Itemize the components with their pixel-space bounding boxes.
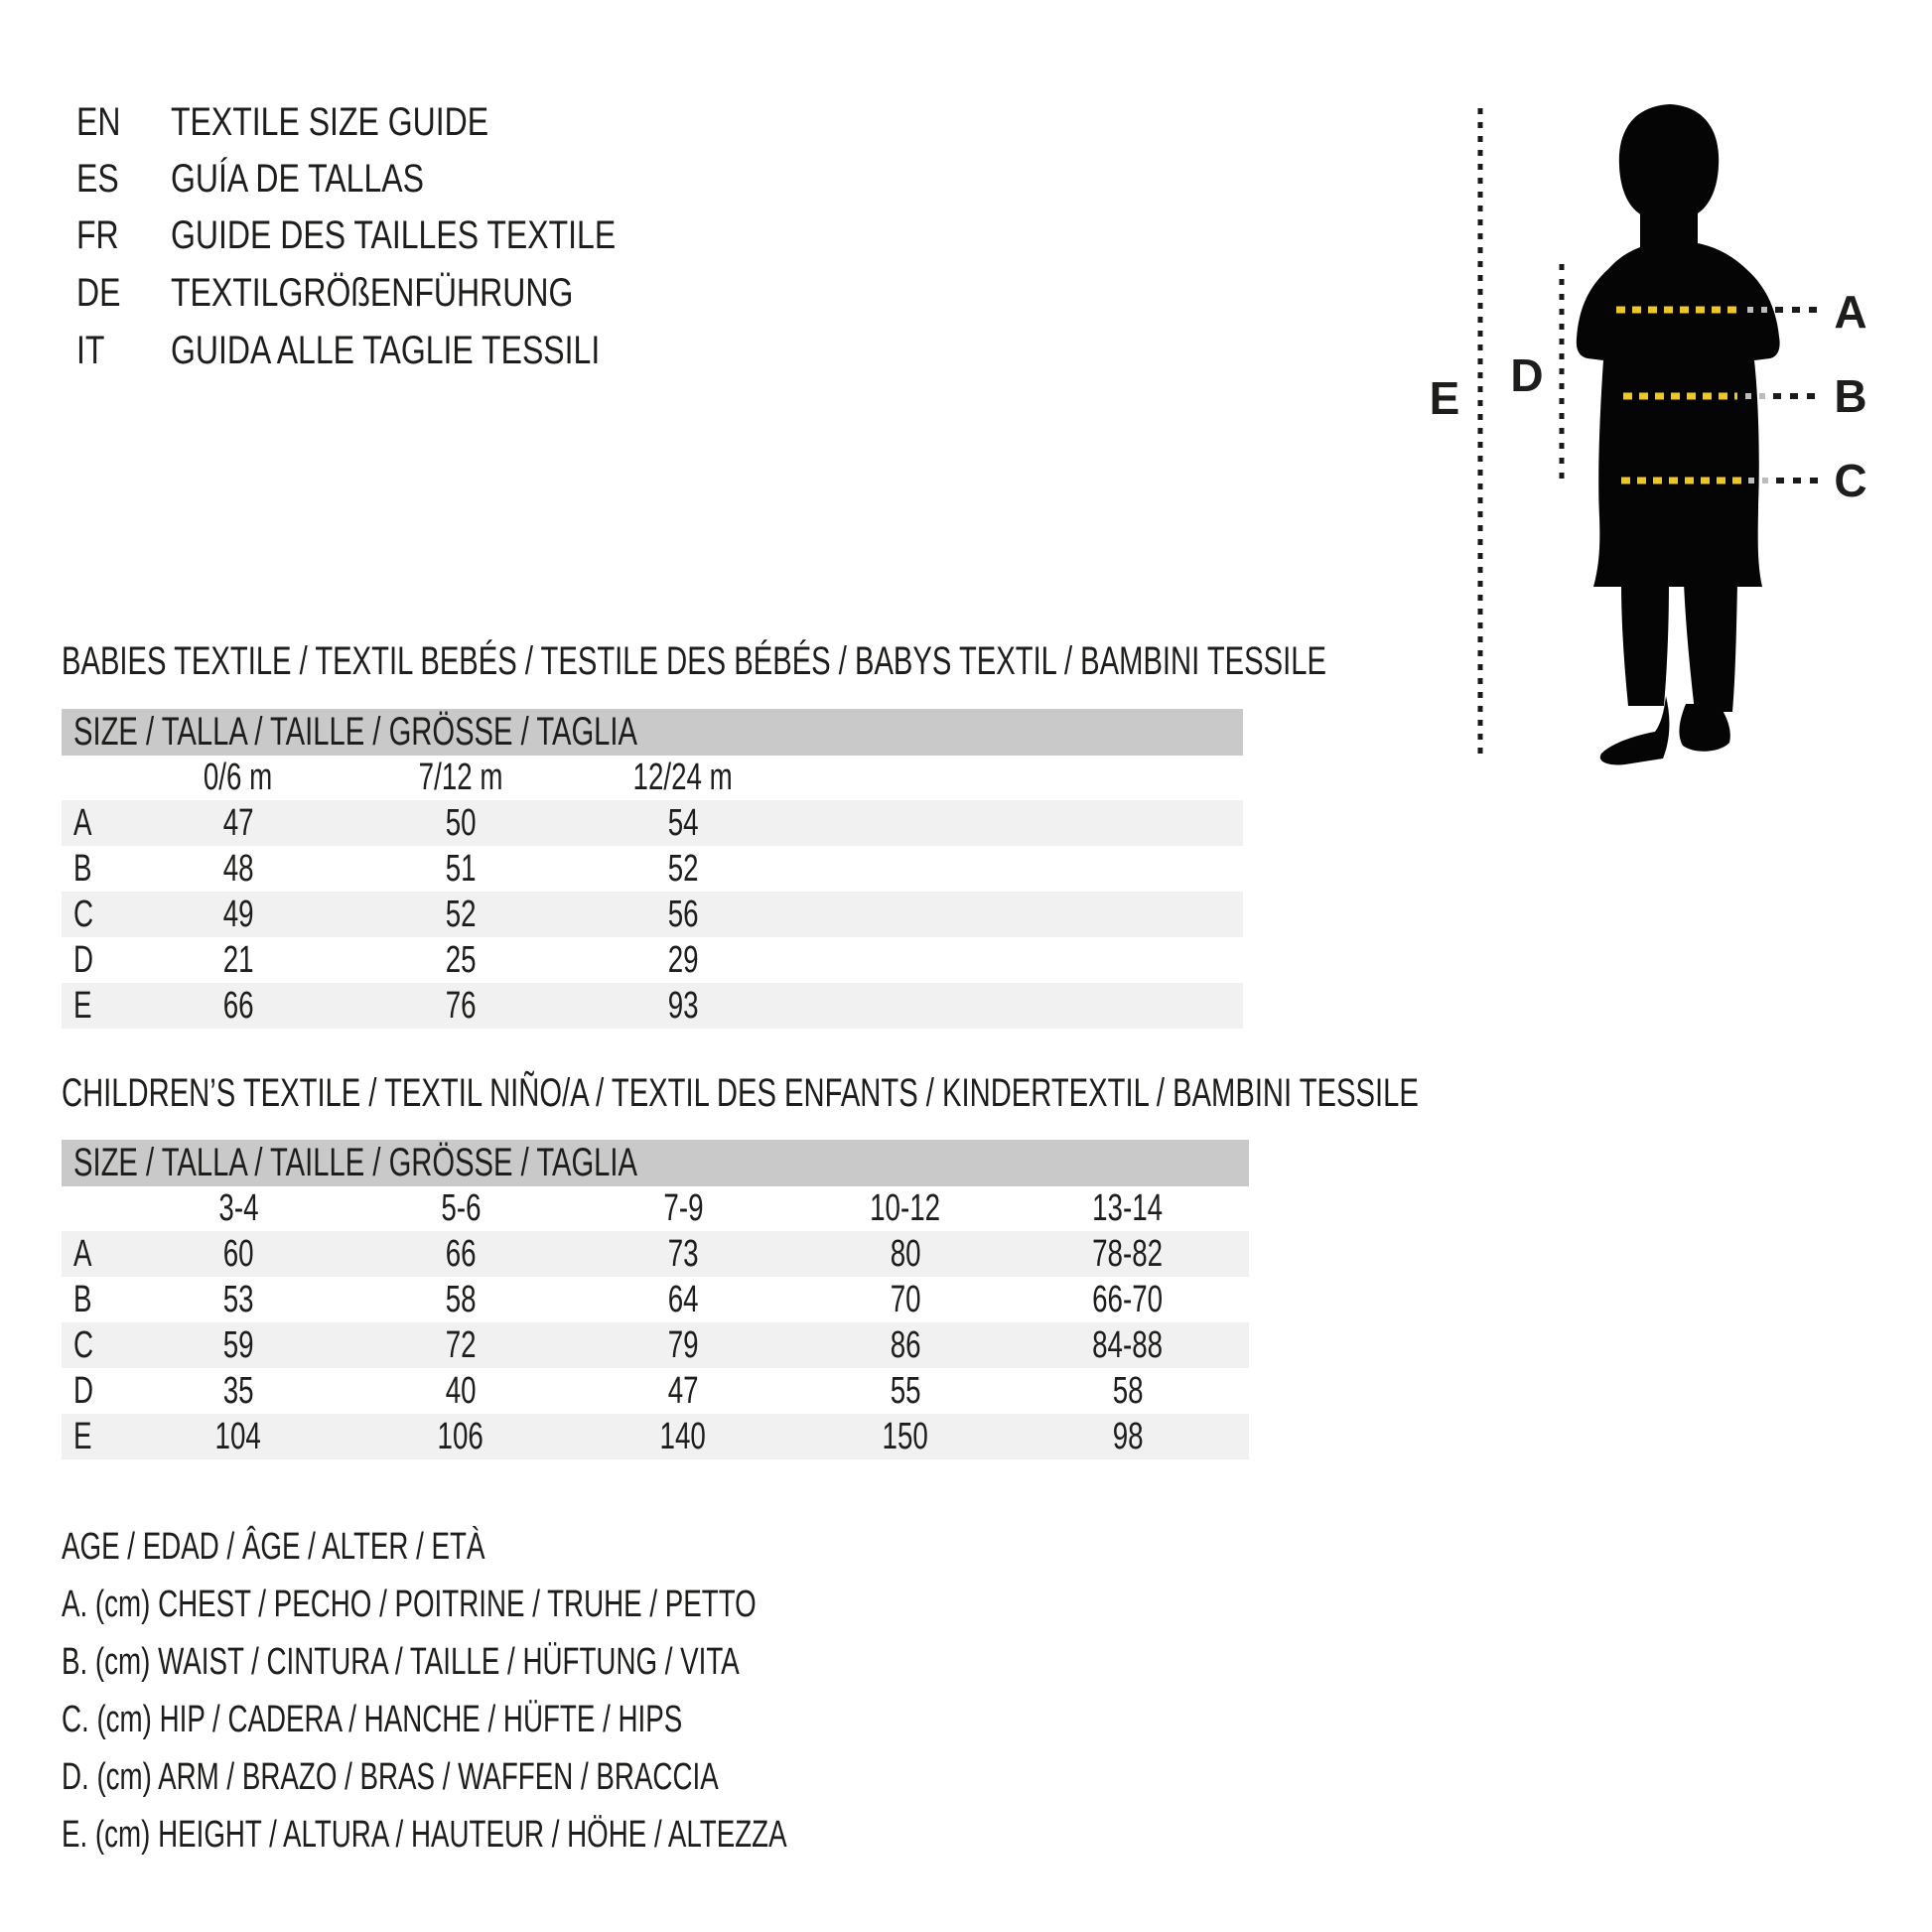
babies-column-header-row [62,756,1243,800]
table-cell: 73 [667,1233,699,1275]
row-label: B [73,1279,92,1320]
figure-label-a: A [1834,286,1867,338]
silhouette-neck [1640,206,1698,247]
table-cell: 51 [445,848,477,890]
table-cell: 140 [659,1416,707,1457]
language-code-de: DE [76,271,121,315]
language-code-fr: FR [76,213,119,257]
row-label: E [73,1416,92,1457]
table-cell: 72 [445,1324,477,1366]
table-row [62,937,1243,983]
table-cell: 66 [445,1233,477,1275]
table-cell: 86 [890,1324,921,1366]
table-cell: 52 [667,848,699,890]
table-cell: 49 [222,894,254,935]
children-column-header: 10-12 [870,1187,941,1229]
table-cell: 53 [222,1279,254,1320]
row-label: C [73,1324,94,1366]
legend-item-waist: B. (cm) WAIST / CINTURA / TAILLE / HÜFTUNG / VITA [62,1641,740,1683]
language-title-en: TEXTILE SIZE GUIDE [171,100,489,144]
figure-label-d: D [1510,349,1544,401]
children-size-header-bar: SIZE / TALLA / TAILLE / GRÖSSE / TAGLIA [62,1140,1249,1186]
silhouette-torso [1577,241,1780,587]
row-label: A [73,1233,92,1275]
language-row-it [76,331,707,370]
table-cell: 79 [667,1324,699,1366]
row-label: E [73,985,92,1027]
table-row [62,1277,1249,1322]
table-cell: 59 [222,1324,254,1366]
children-column-header: 5-6 [440,1187,482,1229]
table-cell: 66-70 [1092,1279,1164,1320]
table-cell: 58 [445,1279,477,1320]
table-cell: 25 [445,939,477,981]
table-row [62,892,1243,937]
table-cell: 29 [667,939,699,981]
table-cell: 47 [667,1370,699,1412]
language-row-fr [76,215,727,255]
babies-size-table [62,709,1243,1029]
language-title-es: GUÍA DE TALLAS [171,157,424,201]
table-row [62,1322,1249,1368]
table-cell: 66 [222,985,254,1027]
babies-section-heading: BABIES TEXTILE / TEXTIL BEBÉS / TESTILE DES BÉBÉS / BABYS TEXTIL / BAMBINI TESSILE [62,639,1326,683]
table-cell: 21 [222,939,254,981]
table-cell: 76 [445,985,477,1027]
children-column-header: 3-4 [217,1187,259,1229]
table-cell: 150 [882,1416,929,1457]
language-code-it: IT [76,329,105,372]
silhouette-left-shoe [1600,696,1670,764]
silhouette-right-shoe [1679,704,1729,752]
table-row [62,1414,1249,1459]
language-title-de: TEXTILGRÖßENFÜHRUNG [171,271,574,315]
babies-column-header: 12/24 m [632,757,734,798]
children-size-table [62,1140,1249,1459]
children-column-header: 13-14 [1092,1187,1164,1229]
table-cell: 50 [445,802,477,844]
legend-item-arm: D. (cm) ARM / BRAZO / BRAS / WAFFEN / BRACCIA [62,1756,719,1798]
babies-column-header: 7/12 m [418,757,503,798]
table-cell: 64 [667,1279,699,1320]
table-cell: 70 [890,1279,921,1320]
table-cell: 78-82 [1092,1233,1164,1275]
figure-label-b: B [1834,370,1867,422]
children-section-heading: CHILDREN’S TEXTILE / TEXTIL NIÑO/A / TEXTIL DES ENFANTS / KINDERTEXTIL / BAMBINI TESSILE [62,1071,1419,1115]
table-cell: 98 [1112,1416,1144,1457]
legend-item-hip: C. (cm) HIP / CADERA / HANCHE / HÜFTE / HIPS [62,1699,683,1740]
table-cell: 35 [222,1370,254,1412]
table-cell: 106 [437,1416,484,1457]
legend-item-chest: A. (cm) CHEST / PECHO / POITRINE / TRUHE / PETTO [62,1584,757,1625]
legend-age-line: AGE / EDAD / ÂGE / ALTER / ETÀ [62,1526,485,1568]
table-row [62,983,1243,1029]
table-cell: 56 [667,894,699,935]
table-cell: 93 [667,985,699,1027]
table-cell: 48 [222,848,254,890]
row-label: B [73,848,92,890]
figure-label-e: E [1429,372,1460,424]
babies-column-header: 0/6 m [204,757,273,798]
table-row [62,846,1243,892]
table-row [62,800,1243,846]
row-label: D [73,939,94,981]
table-cell: 47 [222,802,254,844]
table-cell: 84-88 [1092,1324,1164,1366]
language-title-it: GUIDA ALLE TAGLIE TESSILI [171,329,601,372]
language-title-fr: GUIDE DES TAILLES TEXTILE [171,213,617,257]
table-cell: 40 [445,1370,477,1412]
table-row [62,1231,1249,1277]
children-column-header: 7-9 [662,1187,704,1229]
babies-size-header-bar: SIZE / TALLA / TAILLE / GRÖSSE / TAGLIA [62,709,1243,756]
table-cell: 58 [1112,1370,1144,1412]
table-cell: 104 [214,1416,262,1457]
table-cell: 60 [222,1233,254,1275]
figure-label-c: C [1834,455,1867,506]
row-label: C [73,894,94,935]
language-row-de [76,273,674,313]
row-label: A [73,802,92,844]
language-code-en: EN [76,100,121,144]
language-code-es: ES [76,157,119,201]
table-cell: 55 [890,1370,921,1412]
table-cell: 52 [445,894,477,935]
table-cell: 54 [667,802,699,844]
children-column-header-row [62,1186,1249,1231]
table-cell: 80 [890,1233,921,1275]
legend-item-height: E. (cm) HEIGHT / ALTURA / HAUTEUR / HÖHE / ALTEZZA [62,1814,787,1856]
language-row-en [76,102,568,142]
row-label: D [73,1370,94,1412]
table-row [62,1368,1249,1414]
language-row-es [76,159,487,199]
